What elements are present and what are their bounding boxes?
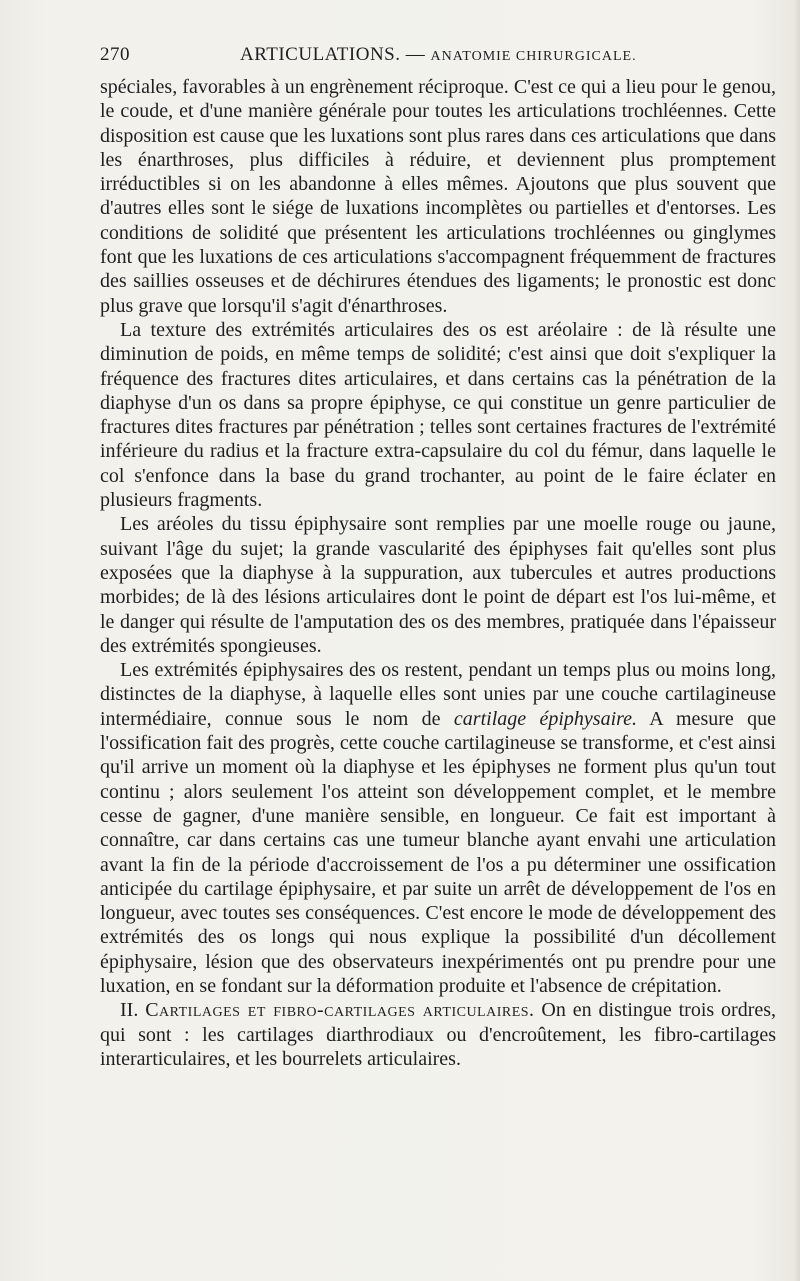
chapter-title: ARTICULATIONS. [240,44,401,65]
section-cartilages [100,998,776,1071]
term-cartilage-epiphysaire: cartilage épiphysaire. [453,707,638,730]
paragraph-areoles: Les aréoles du tissu épiphysaire sont remplies par une moelle rouge ou jaune, suivant l'âge du sujet; la grande vascularité des épiphyses fait qu'elles sont plus exposées que la diaphyse à la suppuration, aux tubercules et autres productions morbides; de là des lésions articulaires dont le point de départ est l'os lui-même, et le danger qui résulte de l'amputation des os des membres, pratiquée dans l'épaisseur des extrémités spongieuses. [100,513,776,657]
paragraph-continuation: spéciales, favorables à un engrènement réciproque. C'est ce qui a lieu pour le genou, le coude, et d'une manière générale pour toutes les articulations trochléennes. Cette disposition est cause que les luxations sont plus rares dans ces articulations que dans les énarthroses, plus difficiles à réduire, et deviennent plus promptement irréductibles si on les abandonne à elles mêmes. Ajoutons que plus souvent que d'autres elles sont le siége de luxations incomplètes ou partielles et d'entorses. Les conditions de solidité que présentent les articulations trochléennes ou ginglymes font que les luxations de ces articulations s'accompagnent fréquemment de fractures des saillies osseuses et de déchirures étendues des ligaments; le pronostic est donc plus grave que lorsqu'il s'agit d'énarthroses. [100,76,776,317]
running-title [240,44,637,66]
section-heading: Cartilages et fibro-cartilages articulaires. [145,999,535,1022]
paragraph-epiphyses-text: Les extrémités épiphysaires des os restent, pendant un temps plus ou moins long, distinctes de la diaphyse, à laquelle elles sont unies par une couche cartilagineuse intermédiaire, connue sous le nom de [100,659,776,730]
title-separator: — [405,44,426,65]
section-subtitle: ANATOMIE CHIRURGICALE. [430,49,637,64]
paragraph-epiphyses [100,658,776,998]
paragraph-epiphyses-text-cont: A mesure que l'ossification fait des progrès, cette couche cartilagineuse se transforme, et c'est ainsi qu'il arrive un moment où la diaphyse et les épiphyses ne forment plus qu'un tout continu ; alors seulement l'os atteint son développement complet, et le membre cesse de gagner, d'une manière sensible, en longueur. Ce fait est important à connaître, car dans certains cas une tumeur blanche ayant envahi une articulation avant la fin de la période d'accroissement de l'os a pu déterminer une ossification anticipée du cartilage épiphysaire, et par suite un arrêt de développement de l'os en longueur, avec toutes ses conséquences. C'est encore le mode de développement des extrémités des os longs qui nous explique la possibilité d'un décollement épiphysaire, lésion que des observateurs inexpérimentés ont pu prendre pour une luxation, en se fondant sur la déformation produite et l'absence de crépitation. [100,707,776,997]
section-text: On en distingue trois ordres, qui sont : les cartilages diarthrodiaux ou d'encroûtement, les fibro-cartilages interarticulaires, et les bourrelets articulaires. [100,999,777,1070]
page-edge-shadow [794,0,800,1281]
body-text [100,75,776,1071]
section-number: II. [120,999,139,1022]
running-header [100,44,776,70]
page-number: 270 [100,44,130,65]
paragraph-texture: La texture des extrémités articulaires des os est aréolaire : de là résulte une diminution de poids, en même temps de solidité; c'est ainsi que doit s'expliquer la fréquence des fractures dites articulaires, et dans certains cas la pénétration de la diaphyse d'un os dans sa propre épiphyse, ce qui constitue un genre particulier de fractures dites fractures par pénétration ; telles sont certaines fractures de l'extrémité inférieure du radius et la fracture extra-capsulaire du col du fémur, dans laquelle le col s'enfonce dans la base du grand trochanter, au point de le faire éclater en plusieurs fragments. [100,318,776,512]
